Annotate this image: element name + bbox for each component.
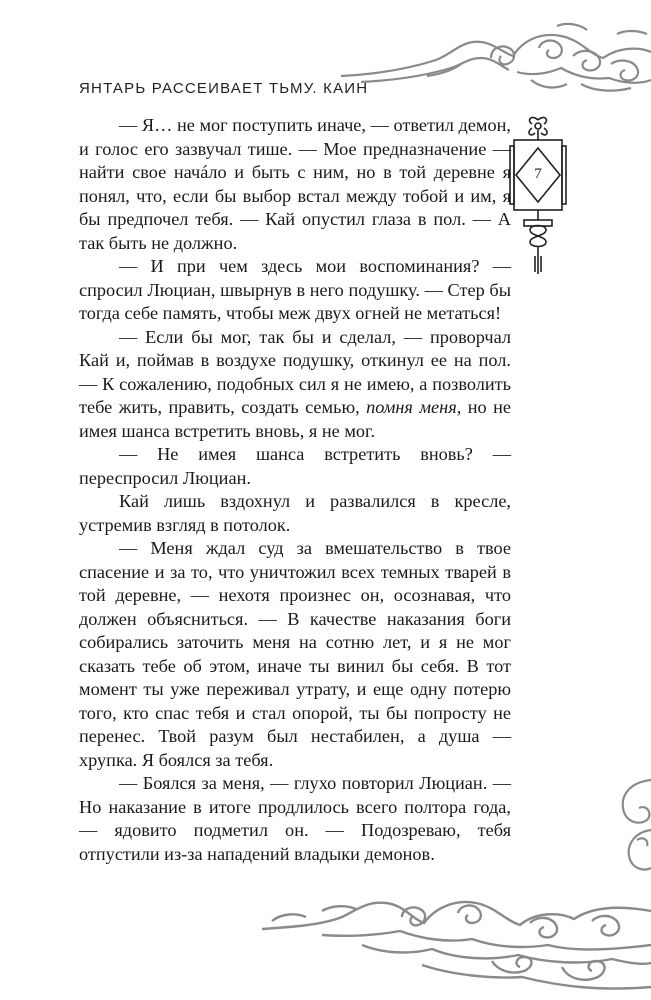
paragraph: Кай лишь вздохнул и развалился в кресле, устремив взгляд в потолок. xyxy=(79,491,511,535)
cloud-ornament-bottom-icon xyxy=(262,887,651,1000)
italic-phrase: помня меня xyxy=(366,397,457,417)
paragraph: — Меня ждал суд за вмешательство в твое спасение и за то, что уничтожил всех темных тварей в той деревне, — нехотя произнес он, осознавая, что должен объясниться. — В качестве наказания боги собирались заточить меня на сотню лет, и я не мог сказать тебе об этом, иначе ты винил бы себя. В тот момент ты уже переживал утрату, и еще одну потерю того, кто спас тебя и стал опорой, ты бы попросту не перенес. Твой разум был нестабилен, а душа — хрупка. Я боялся за тебя. xyxy=(79,538,511,770)
paragraph: — Не имея шанса встретить вновь? — переспросил Люциан. xyxy=(79,444,511,488)
paragraph xyxy=(79,326,511,444)
body-text xyxy=(79,114,511,866)
cloud-ornament-top-icon xyxy=(341,18,651,108)
cloud-ornament-side-icon xyxy=(581,770,651,880)
hanging-lantern-ornament-icon xyxy=(502,116,574,276)
paragraph: — Я… не мог поступить иначе, — ответил демон, и голос его зазвучал тише. — Мое предназначение — найти свое начáло и быть с ним, но в той деревне я понял, что, если бы выбор встал между тобой и им, я бы предпочел тебя. — Кай опустил глаза в пол. — А так быть не должно. xyxy=(79,115,511,253)
running-header: ЯНТАРЬ РАССЕИВАЕТ ТЬМУ. КАИН xyxy=(79,80,369,97)
paragraph-text: , но не имея шанса встретить вновь, я не мог. xyxy=(79,397,511,441)
page-number: 7 xyxy=(534,166,542,182)
paragraph-text: — Если бы мог, так бы и сделал, — проворчал Кай и, поймав в воздухе подушку, откинул ее на пол. — К сожалению, подобных сил я не имею, а позволить тебе жить, править, создать семью, xyxy=(79,326,511,417)
paragraph: — Боялся за меня, — глухо повторил Люциан. — Но наказание в итоге продлилось всего полтора года, — ядовито подметил он. — Подозреваю, тебя отпустили из-за нападений владыки демонов. xyxy=(79,773,511,864)
paragraph: — И при чем здесь мои воспоминания? — спросил Люциан, швырнув в него подушку. — Стер бы тогда себе память, чтобы меж двух огней не метаться! xyxy=(79,256,511,323)
